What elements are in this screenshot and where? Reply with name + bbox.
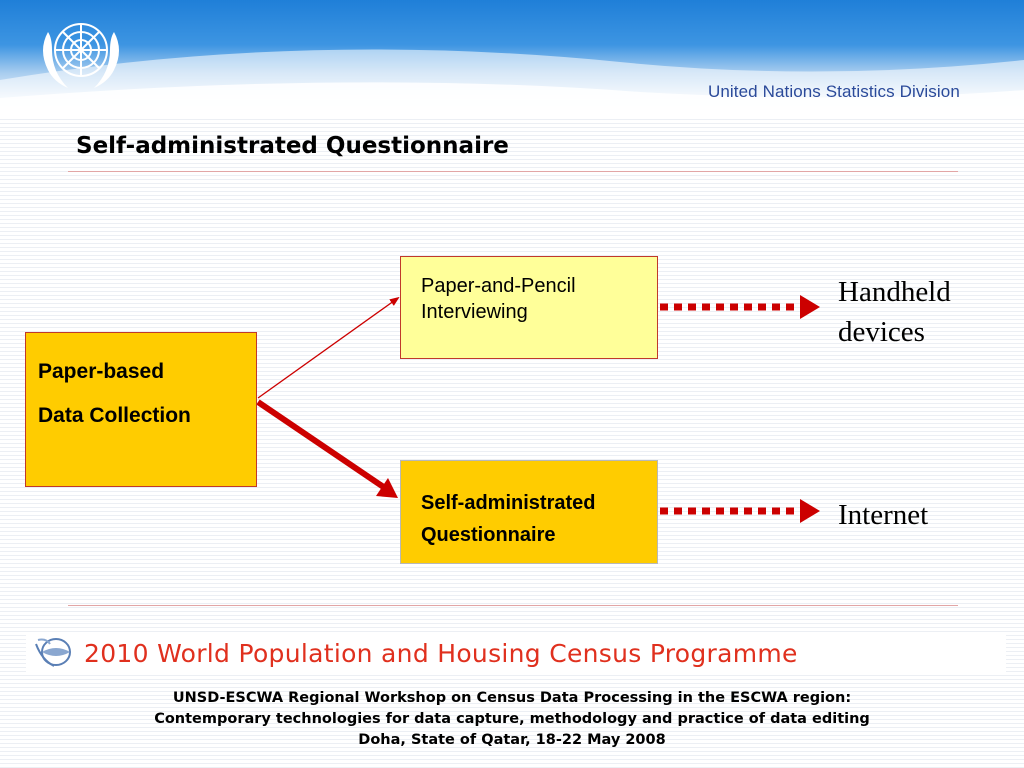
dashed-arrow-to-handheld [660, 295, 820, 319]
handheld-devices-label [838, 272, 1018, 352]
footer-line-3: Doha, State of Qatar, 18-22 May 2008 [358, 732, 666, 748]
census-programme-title: 2010 World Population and Housing Census Programme [84, 639, 798, 668]
handheld-line-2: devices [838, 316, 925, 348]
footer-line-1: UNSD-ESCWA Regional Workshop on Census Data Processing in the ESCWA region: [172, 690, 852, 706]
source-line-2: Data Collection [38, 404, 191, 427]
arrow-to-saq [258, 402, 398, 498]
footer-line-2: Contemporary technologies for data capture, methodology and practice of data editing [154, 711, 870, 727]
saq-box [400, 460, 658, 564]
handheld-line-1: Handheld [838, 276, 951, 308]
saq-line-1: Self-administrated [421, 492, 596, 514]
source-line-1: Paper-based [38, 360, 165, 383]
saq-line-2: Questionnaire [421, 524, 556, 546]
census-globe-logo-icon [32, 634, 78, 670]
arrow-to-papi [258, 298, 398, 398]
paper-based-collection-box [25, 332, 257, 487]
workshop-footer [40, 688, 984, 758]
dashed-arrow-to-internet [660, 499, 820, 523]
footer-divider [68, 605, 958, 606]
organization-name: United Nations Statistics Division [708, 82, 960, 101]
papi-line-2: Interviewing [421, 301, 528, 323]
slide-title: Self-administrated Questionnaire [76, 133, 509, 159]
papi-line-1: Paper-and-Pencil [421, 275, 576, 297]
papi-box [400, 256, 658, 359]
internet-label: Internet [838, 499, 929, 531]
